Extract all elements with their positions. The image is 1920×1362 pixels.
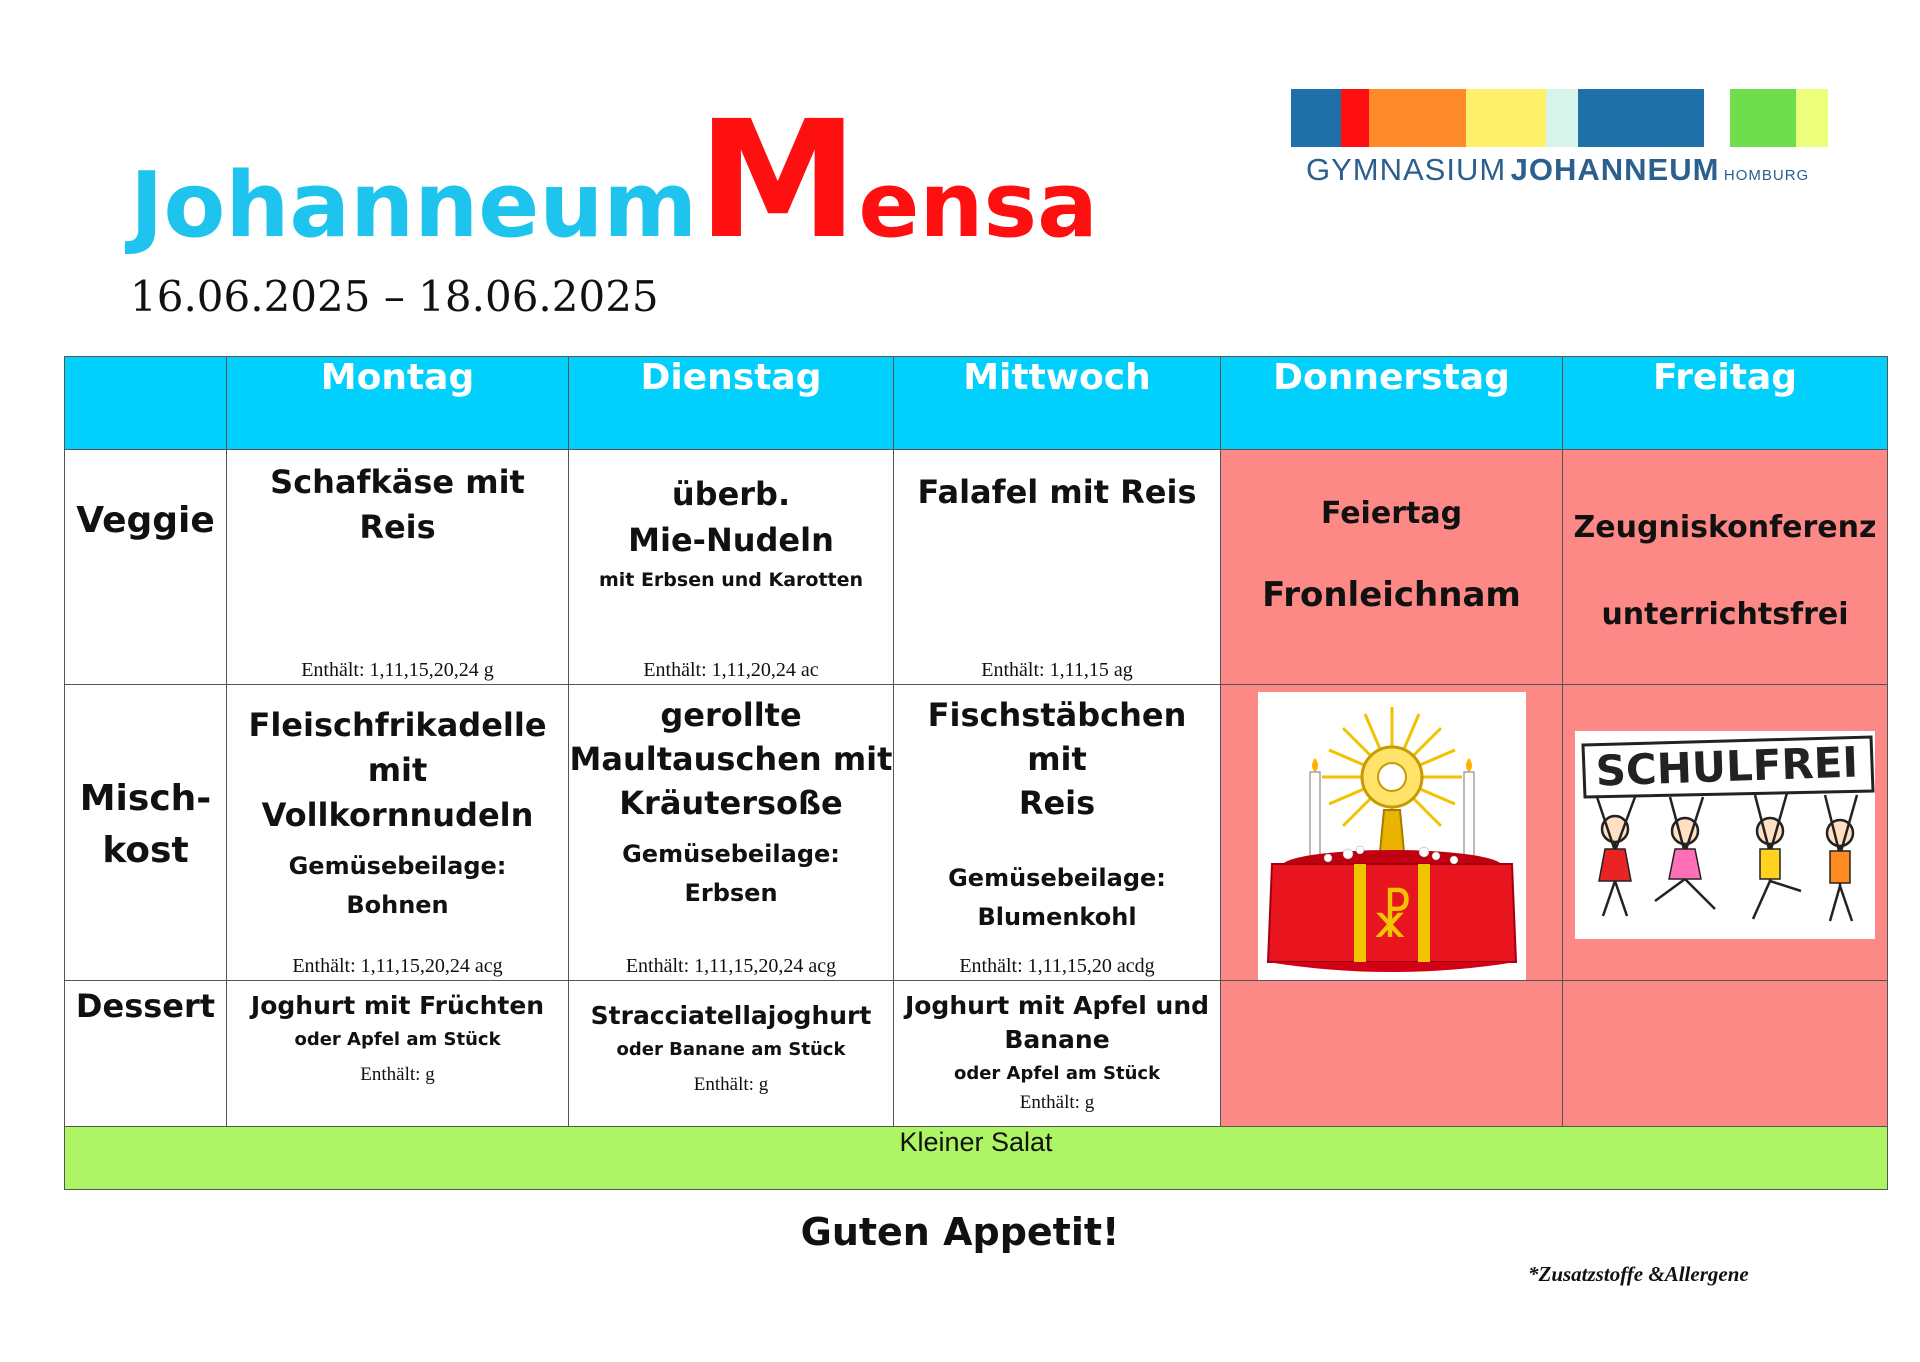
veg-name: Bohnen (346, 890, 449, 919)
veggie-label: Veggie (76, 500, 215, 541)
school-logo-text (1306, 152, 1809, 188)
dessert-label: Dessert (75, 987, 216, 1025)
veg-label: Gemüsebeilage: (948, 864, 1166, 893)
logo-word-johanneum: JOHANNEUM (1510, 152, 1720, 187)
allergens: Enthält: g (1019, 1091, 1095, 1113)
veggie-montag (227, 450, 569, 685)
dessert-alt: oder Banane am Stück (616, 1038, 846, 1060)
dish-title: Fleischfrikadelle (248, 706, 547, 744)
dessert-donnerstag (1221, 981, 1563, 1127)
veg-label: Gemüsebeilage: (622, 840, 840, 869)
salad-row (65, 1127, 1888, 1190)
logo-stripe (1578, 89, 1704, 147)
dish-title: Fischstäbchen mit (927, 696, 1187, 779)
allergens: Enthält: 1,11,15 ag (981, 659, 1133, 681)
dessert-title: Banane (1004, 1024, 1110, 1054)
mischkost-label (65, 773, 226, 877)
mischkost-label-line2: kost (102, 830, 189, 872)
allergens: Enthält: 1,11,15,20,24 acg (625, 955, 837, 977)
title-johanneum: Johanneum (130, 153, 698, 258)
dessert-montag (227, 981, 569, 1127)
allergen-footnote: *Zusatzstoffe &Allergene (1528, 1262, 1749, 1286)
dish-title: Reis (1018, 784, 1096, 823)
veggie-mittwoch (894, 450, 1221, 685)
misch-montag (227, 685, 569, 981)
row-label-mischkost (65, 685, 227, 981)
day-header-freitag: Freitag (1563, 357, 1888, 450)
allergens: Enthält: 1,11,15,20,24 acg (292, 955, 503, 977)
mischkost-label-line1: Misch- (79, 778, 212, 819)
dish-title: überb. (671, 475, 791, 513)
misch-dienstag (569, 685, 894, 981)
dish-title: Schafkäse mit Reis (270, 463, 525, 546)
veggie-freitag (1563, 450, 1888, 685)
friday-line1: Zeugniskonferenz (1573, 510, 1877, 545)
dessert-mittwoch (894, 981, 1221, 1127)
logo-stripe (1341, 89, 1369, 147)
veggie-row (65, 450, 1888, 685)
dessert-dienstag (569, 981, 894, 1127)
misch-mittwoch (894, 685, 1221, 981)
header-row (65, 357, 1888, 450)
mischkost-row (65, 685, 1888, 981)
logo-stripe (1704, 89, 1730, 147)
veggie-dienstag (569, 450, 894, 685)
allergens: Enthält: g (360, 1063, 435, 1085)
dessert-alt: oder Apfel am Stück (294, 1028, 501, 1050)
row-label-dessert (65, 981, 227, 1127)
schulfrei-sign-text: SCHULFREI (1594, 737, 1859, 796)
dish-title: Mie-Nudeln (628, 520, 834, 559)
allergens: Enthält: 1,11,15,20 acdg (959, 955, 1155, 977)
logo-word-homburg: HOMBURG (1723, 167, 1810, 184)
allergens: Enthält: g (693, 1073, 769, 1095)
holiday-name: Fronleichnam (1262, 575, 1521, 615)
logo-stripe (1796, 89, 1828, 147)
misch-donnerstag (1221, 685, 1563, 981)
guten-appetit: Guten Appetit! (800, 1210, 1120, 1254)
dish-note: mit Erbsen und Karotten (598, 569, 864, 592)
date-range: 16.06.2025 – 18.06.2025 (130, 272, 659, 321)
title-ensa: ensa (858, 153, 1098, 258)
row-label-veggie (65, 450, 227, 685)
holiday-title: Feiertag (1320, 496, 1463, 531)
dish-title: gerollte (660, 696, 802, 734)
corner-cell (65, 357, 227, 450)
day-header-montag: Montag (227, 357, 569, 450)
day-header-dienstag: Dienstag (569, 357, 894, 450)
dish-title: Kräutersoße (619, 784, 843, 823)
misch-freitag (1563, 685, 1888, 981)
menu-table (64, 356, 1888, 1190)
schulfrei-image (1575, 731, 1875, 939)
logo-stripe (1730, 89, 1796, 147)
logo-stripe (1291, 89, 1341, 147)
day-header-donnerstag: Donnerstag (1221, 357, 1563, 450)
friday-line2: unterrichtsfrei (1601, 597, 1849, 632)
logo-word-gymnasium: GYMNASIUM (1306, 152, 1507, 187)
dish-title: mit Vollkornnudeln (261, 750, 534, 834)
logo-stripe (1466, 89, 1546, 147)
salad-cell: Kleiner Salat (65, 1127, 1888, 1190)
dessert-title: Joghurt mit Früchten (250, 991, 545, 1020)
dessert-title: Stracciatellajoghurt (590, 1001, 872, 1030)
day-header-mittwoch: Mittwoch (894, 357, 1221, 450)
logo-stripe (1546, 89, 1578, 147)
veggie-donnerstag (1221, 450, 1563, 685)
school-logo-bar (1291, 89, 1828, 147)
page-title (130, 87, 1098, 275)
dish-title: Maultauschen mit (569, 740, 893, 779)
allergens: Enthält: 1,11,20,24 ac (643, 659, 819, 681)
title-m: M (697, 87, 859, 275)
dessert-title: Joghurt mit Apfel und (904, 991, 1210, 1020)
veg-label: Gemüsebeilage: (288, 852, 507, 881)
dish-title: Falafel mit Reis (917, 473, 1197, 511)
dessert-alt: oder Apfel am Stück (953, 1062, 1161, 1084)
dessert-freitag (1563, 981, 1888, 1127)
chi-rho-symbol: ☧ (1370, 887, 1413, 950)
monstrance-altar-image (1258, 692, 1526, 980)
allergens: Enthält: 1,11,15,20,24 g (301, 659, 494, 681)
dessert-row (65, 981, 1888, 1127)
logo-stripe (1369, 89, 1466, 147)
veg-name: Erbsen (684, 878, 778, 907)
veg-name: Blumenkohl (977, 902, 1137, 931)
